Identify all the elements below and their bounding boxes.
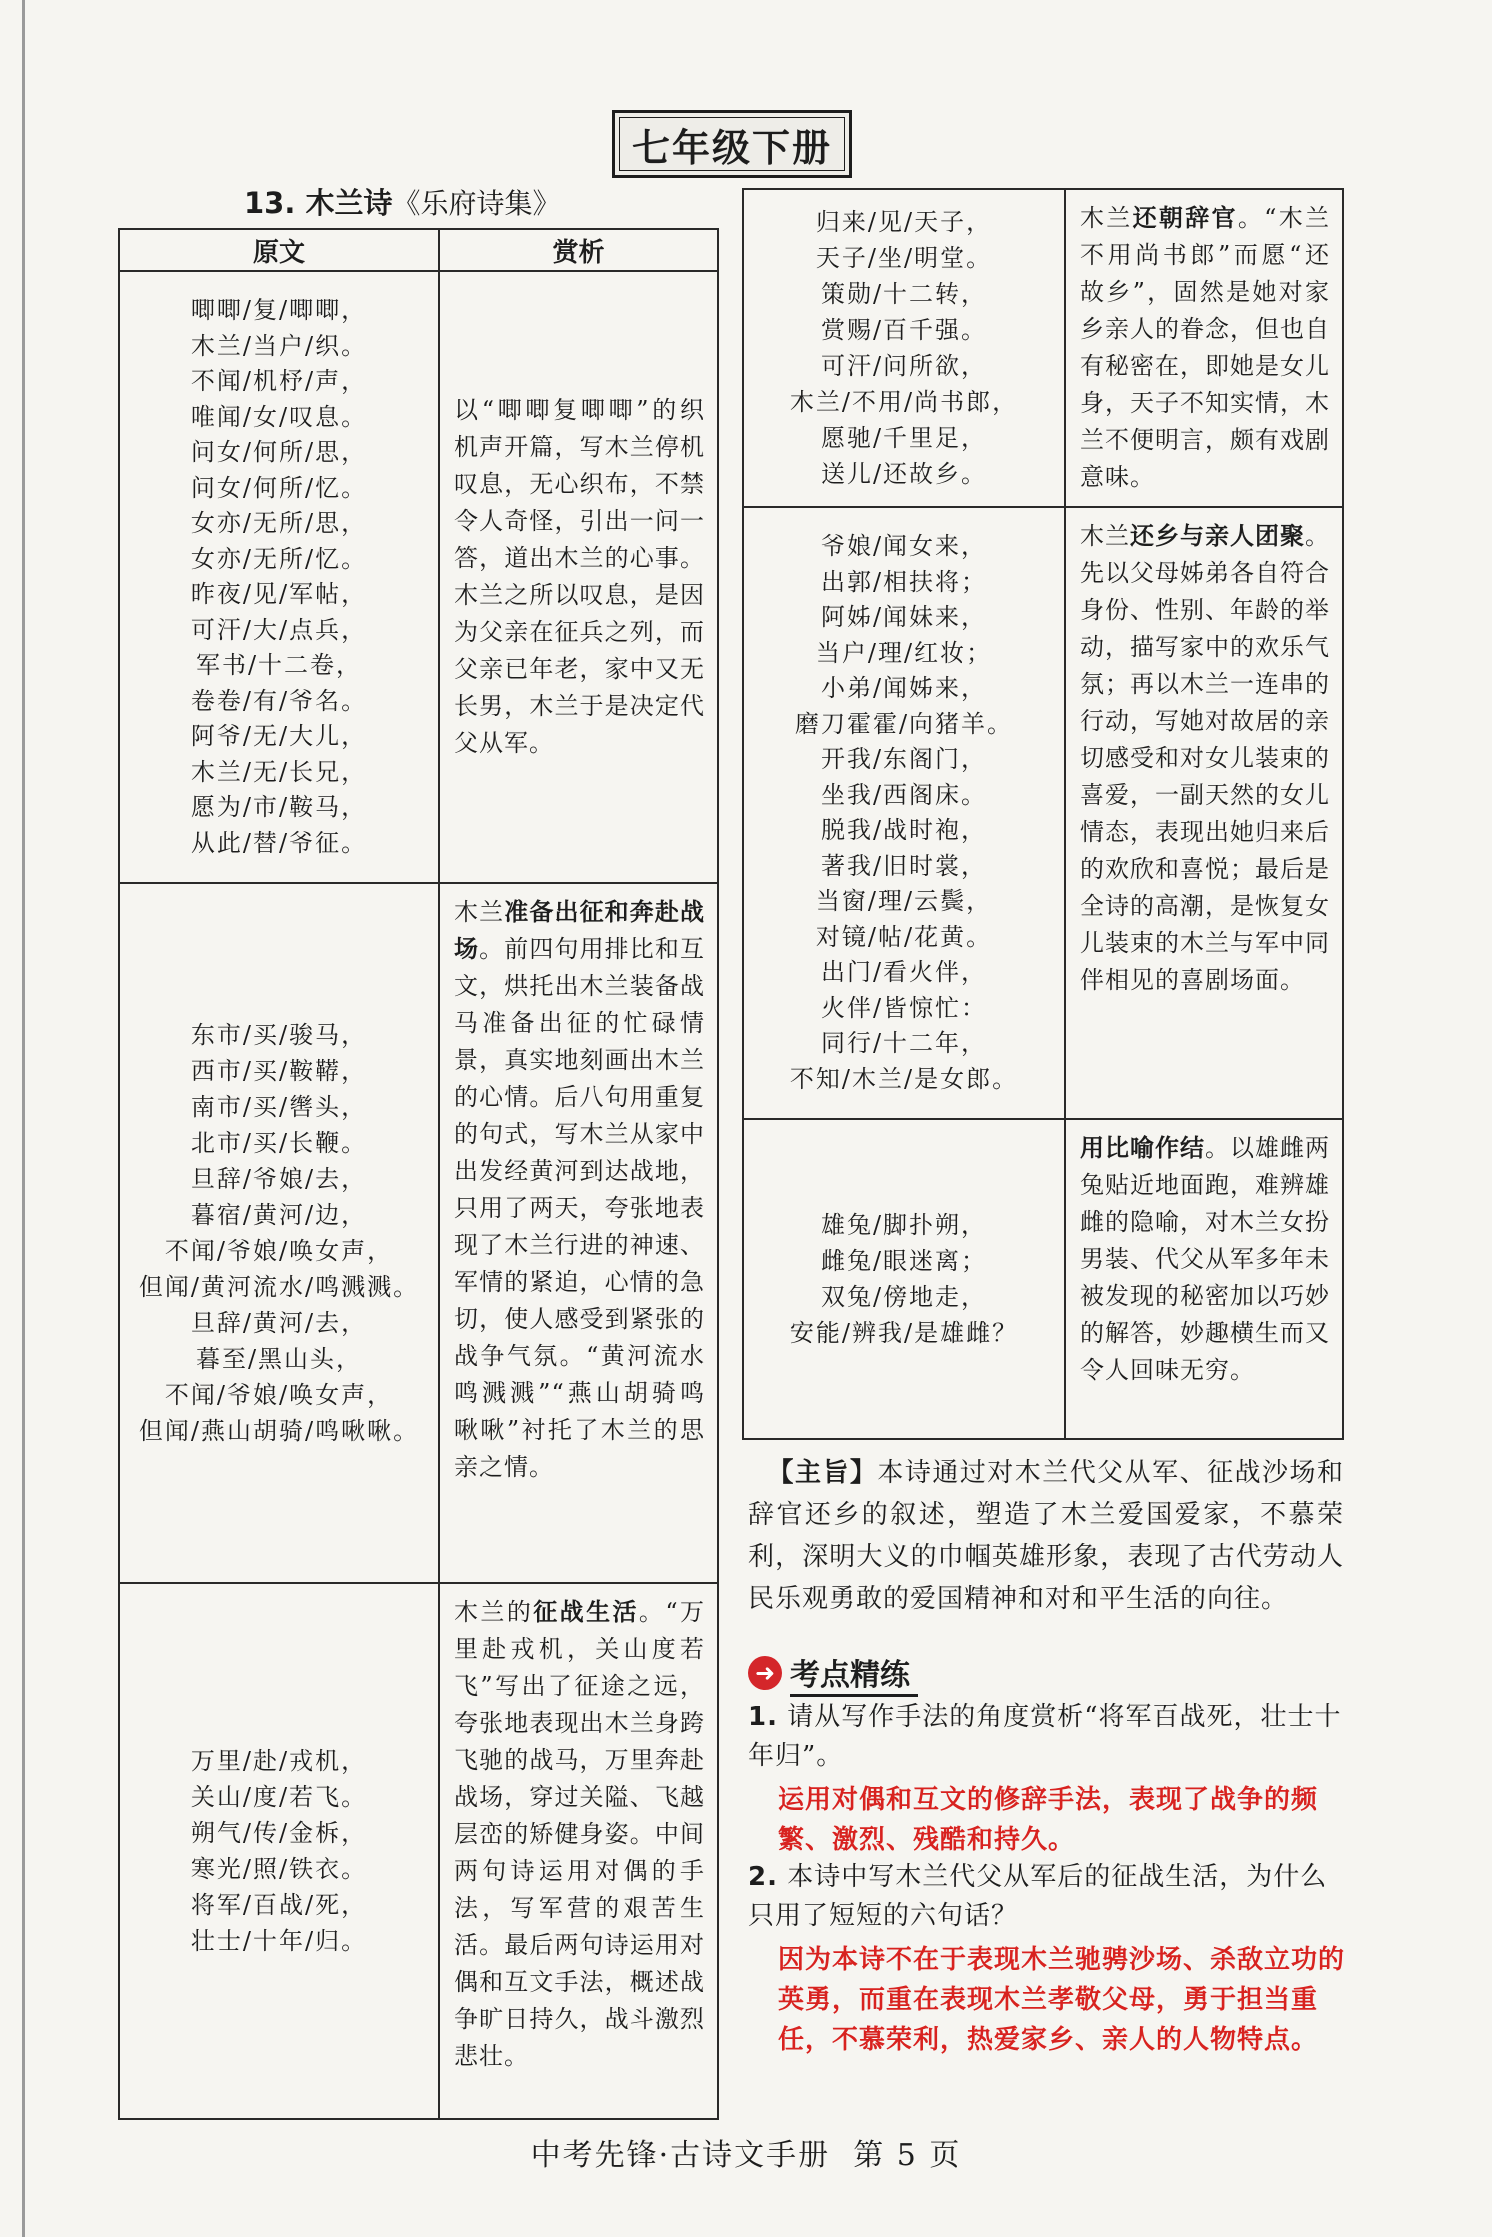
- poem-line: 可汗/问所欲，: [820, 352, 988, 380]
- poem-line: 小弟/闻姊来，: [820, 674, 988, 702]
- original-cell: [743, 189, 1065, 507]
- analysis-keyword: 还朝辞官: [1132, 204, 1238, 232]
- original-cell: [743, 1119, 1065, 1439]
- poem-line: 坐我/西阁床。: [820, 780, 988, 809]
- poem-line: 壮士/十年/归。: [190, 1927, 368, 1955]
- poem-title: [244, 181, 561, 222]
- poem-line: 送儿/还故乡。: [820, 460, 988, 488]
- poem-line: 木兰/无/长兄，: [190, 757, 368, 786]
- practice-heading: [748, 1652, 918, 1694]
- answer-1: 运用对偶和互文的修辞手法，表现了战争的频繁、激烈、残酷和持久。: [778, 1785, 1319, 1855]
- original-cell: [119, 883, 439, 1583]
- question-number: 2.: [748, 1862, 778, 1892]
- poem-line: 寒光/照/铁衣。: [190, 1855, 368, 1883]
- poem-line: 出郭/相扶将；: [820, 567, 988, 596]
- original-cell: [119, 1583, 439, 2119]
- poem-line: 问女/何所/忆。: [190, 473, 368, 502]
- arrow-right-icon: ➜: [748, 1656, 782, 1690]
- poem-line: 万里/赴/戎机，: [190, 1747, 368, 1775]
- poem-line: 旦辞/黄河/去，: [190, 1309, 368, 1337]
- poem-number: 13.: [244, 186, 296, 220]
- poem-line: 不闻/机杼/声，: [190, 367, 368, 395]
- theme-text: 本诗通过对木兰代父从军、征战沙场和辞官还乡的叙述，塑造了木兰爱国爱家，不慕荣利，深明大义的巾帼英雄形象，表现了古代劳动人民乐观勇敢的爱国精神和对和平生活的向往。: [748, 1458, 1344, 1614]
- analysis-lead: 木兰: [1080, 204, 1133, 232]
- poem-source: 《乐府诗集》: [392, 187, 561, 220]
- poem-line: 当户/理/红妆；: [815, 638, 993, 667]
- poem-line: 开我/东阁门，: [820, 745, 988, 773]
- poem-line: 愿为/市/鞍马，: [190, 793, 368, 821]
- poem-line: 脱我/战时袍，: [820, 816, 988, 844]
- poem-line: 归来/见/天子，: [815, 208, 993, 236]
- question-text: 本诗中写木兰代父从军后的征战生活，为什么只用了短短的六句话？: [748, 1862, 1328, 1931]
- poem-line: 暮宿/黄河/边，: [190, 1201, 368, 1229]
- poem-line: 雌兔/眼迷离；: [820, 1247, 988, 1275]
- poem-table-right: [742, 188, 1344, 1440]
- poem-line: 木兰/不用/尚书郎，: [789, 388, 1019, 416]
- theme-paragraph: [748, 1452, 1344, 1620]
- poem-line: 将军/百战/死，: [190, 1891, 368, 1919]
- poem-name: 木兰诗: [305, 186, 393, 220]
- analysis-text: 。前四句用排比和互文，烘托出木兰装备战马准备出征的忙碌情景，真实地刻画出木兰的心情。后八句用重复的句式，写木兰从家中出发经黄河到达战地，只用了两天，夸张地表现了木兰行进的神速、军情的紧迫，心情的急切，使人感受到紧张的战争气氛。“黄河流水鸣溅溅”“燕山胡骑鸣啾啾”衬托了木兰的思亲之情。: [454, 935, 706, 1481]
- analysis-text: 。“木兰不用尚书郎”而愿“还故乡”，固然是她对家乡亲人的眷念，但也自有秘密在，即她是女儿身，天子不知实情，木兰不便明言，颇有戏剧意味。: [1080, 204, 1331, 491]
- poem-line: 同行/十二年，: [820, 1029, 988, 1057]
- poem-line: 西市/买/鞍鞯，: [190, 1057, 368, 1085]
- poem-line: 火伴/皆惊忙：: [820, 993, 988, 1022]
- poem-line: 女亦/无所/思，: [190, 509, 368, 537]
- poem-line: 爷娘/闻女来，: [820, 532, 988, 560]
- original-cell: [119, 271, 439, 883]
- analysis-text: 。以雄雌两兔贴近地面跑，难辨雄雌的隐喻，对木兰女扮男装、代父从军多年未被发现的秘密加以巧妙的解答，妙趣横生而又令人回味无穷。: [1080, 1134, 1330, 1384]
- section-title: 七年级下册: [612, 110, 852, 178]
- analysis-keyword: 征战生活: [533, 1598, 639, 1626]
- practice-heading-text: 考点精练: [790, 1650, 918, 1697]
- analysis-keyword: 还乡与亲人团聚: [1130, 522, 1305, 550]
- analysis-cell: [1065, 1119, 1343, 1439]
- poem-line: 著我/旧时裳，: [820, 851, 988, 880]
- poem-line: 女亦/无所/忆。: [190, 544, 368, 573]
- header-original: 原文: [119, 229, 439, 271]
- poem-line: 唧唧/复/唧唧，: [190, 296, 368, 324]
- analysis-keyword: 准备出征和奔赴战场: [454, 898, 706, 963]
- poem-line: 阿爷/无/大儿，: [190, 722, 368, 750]
- poem-line: 磨刀霍霍/向猪羊。: [794, 709, 1014, 738]
- poem-line: 问女/何所/思，: [190, 438, 368, 466]
- analysis-cell: [439, 883, 718, 1583]
- analysis-cell: [1065, 189, 1343, 507]
- poem-line: 关山/度/若飞。: [190, 1783, 368, 1811]
- question-number: 1.: [748, 1702, 778, 1732]
- poem-line: 朔气/传/金柝，: [190, 1819, 368, 1847]
- poem-line: 北市/买/长鞭。: [190, 1129, 368, 1157]
- poem-line: 昨夜/见/军帖，: [190, 580, 368, 608]
- poem-line: 军书/十二卷，: [195, 651, 363, 679]
- poem-line: 当窗/理/云鬓，: [815, 887, 993, 915]
- poem-line: 南市/买/辔头，: [190, 1093, 368, 1121]
- original-cell: [743, 507, 1065, 1119]
- footer-page: 第 5 页: [853, 2138, 962, 2173]
- analysis-lead: 木兰的: [454, 1598, 534, 1626]
- analysis-lead: 木兰: [454, 898, 505, 926]
- poem-line: 赏赐/百千强。: [820, 316, 988, 344]
- question-1: [748, 1698, 1344, 1776]
- poem-line: 东市/买/骏马，: [190, 1021, 368, 1049]
- question-text: 请从写作手法的角度赏析“将军百战死，壮士十年归”。: [748, 1702, 1342, 1771]
- analysis-text: 。先以父母姊弟各自符合身份、性别、年龄的举动，描写家中的欢乐气氛；再以木兰一连串的行动，写她对故居的亲切感受和对女儿装束的喜爱，一副天然的女儿情态，表现出她归来后的欢欣和喜悦；最后是全诗的高潮，是恢复女儿装束的木兰与军中同伴相见的喜剧场面。: [1080, 522, 1330, 994]
- poem-line: 愿驰/千里足，: [820, 424, 988, 452]
- analysis-cell: [439, 1583, 718, 2119]
- poem-line: 雄兔/脚扑朔，: [820, 1211, 988, 1239]
- footer-book: 中考先锋·古诗文手册: [530, 2138, 831, 2173]
- poem-line: 木兰/当户/织。: [190, 331, 368, 360]
- poem-line: 旦辞/爷娘/去，: [190, 1165, 368, 1193]
- poem-line: 安能/辨我/是雄雌？: [789, 1319, 1019, 1347]
- theme-label: 【主旨】: [767, 1458, 878, 1488]
- poem-line: 天子/坐/明堂。: [815, 244, 993, 272]
- analysis-lead: 木兰: [1080, 522, 1130, 550]
- page-footer: [0, 2130, 1492, 2174]
- poem-line: 策勋/十二转，: [820, 280, 988, 308]
- poem-line: 对镜/帖/花黄。: [815, 922, 993, 951]
- poem-line: 唯闻/女/叹息。: [190, 402, 368, 431]
- poem-line: 卷卷/有/爷名。: [190, 686, 368, 715]
- answer-2: 因为本诗不在于表现木兰驰骋沙场、杀敌立功的英勇，而重在表现木兰孝敬父母，勇于担当重任，不慕荣利，热爱家乡、亲人的人物特点。: [778, 1945, 1346, 2055]
- analysis-text: 。“万里赴戎机，关山度若飞”写出了征途之远，夸张地表现出木兰身跨飞驰的战马，万里奔赴战场，穿过关隘、飞越层峦的矫健身姿。中间两句诗运用对偶的手法，写军营的艰苦生活。最后两句诗运用对偶和互文手法，概述战争旷日持久，战斗激烈悲壮。: [454, 1598, 706, 2070]
- question-2: [748, 1858, 1344, 1936]
- analysis-text: 以“唧唧复唧唧”的织机声开篇，写木兰停机叹息，无心织布，不禁令人奇怪，引出一问一答，道出木兰的心事。木兰之所以叹息，是因为父亲在征兵之列，而父亲已年老，家中又无长男，木兰于是决定代父从军。: [454, 396, 705, 757]
- page-edge: [22, 0, 25, 2237]
- poem-line: 阿姊/闻妹来，: [820, 603, 988, 631]
- poem-line: 不闻/爷娘/唤女声，: [164, 1237, 394, 1265]
- analysis-cell: [439, 271, 718, 883]
- poem-line: 出门/看火伴，: [820, 958, 988, 986]
- poem-line: 从此/替/爷征。: [190, 828, 368, 857]
- poem-line: 但闻/黄河流水/鸣溅溅。: [138, 1273, 420, 1301]
- poem-line: 但闻/燕山胡骑/鸣啾啾。: [138, 1417, 420, 1445]
- poem-line: 双兔/傍地走，: [820, 1283, 988, 1311]
- poem-line: 暮至/黑山头，: [195, 1345, 363, 1373]
- header-analysis: 赏析: [439, 229, 718, 271]
- analysis-cell: [1065, 507, 1343, 1119]
- poem-line: 可汗/大/点兵，: [190, 615, 368, 644]
- poem-line: 不闻/爷娘/唤女声，: [164, 1381, 394, 1409]
- analysis-keyword: 用比喻作结: [1080, 1134, 1205, 1162]
- poem-table-left: [118, 228, 719, 2120]
- poem-line: 不知/木兰/是女郎。: [789, 1064, 1019, 1093]
